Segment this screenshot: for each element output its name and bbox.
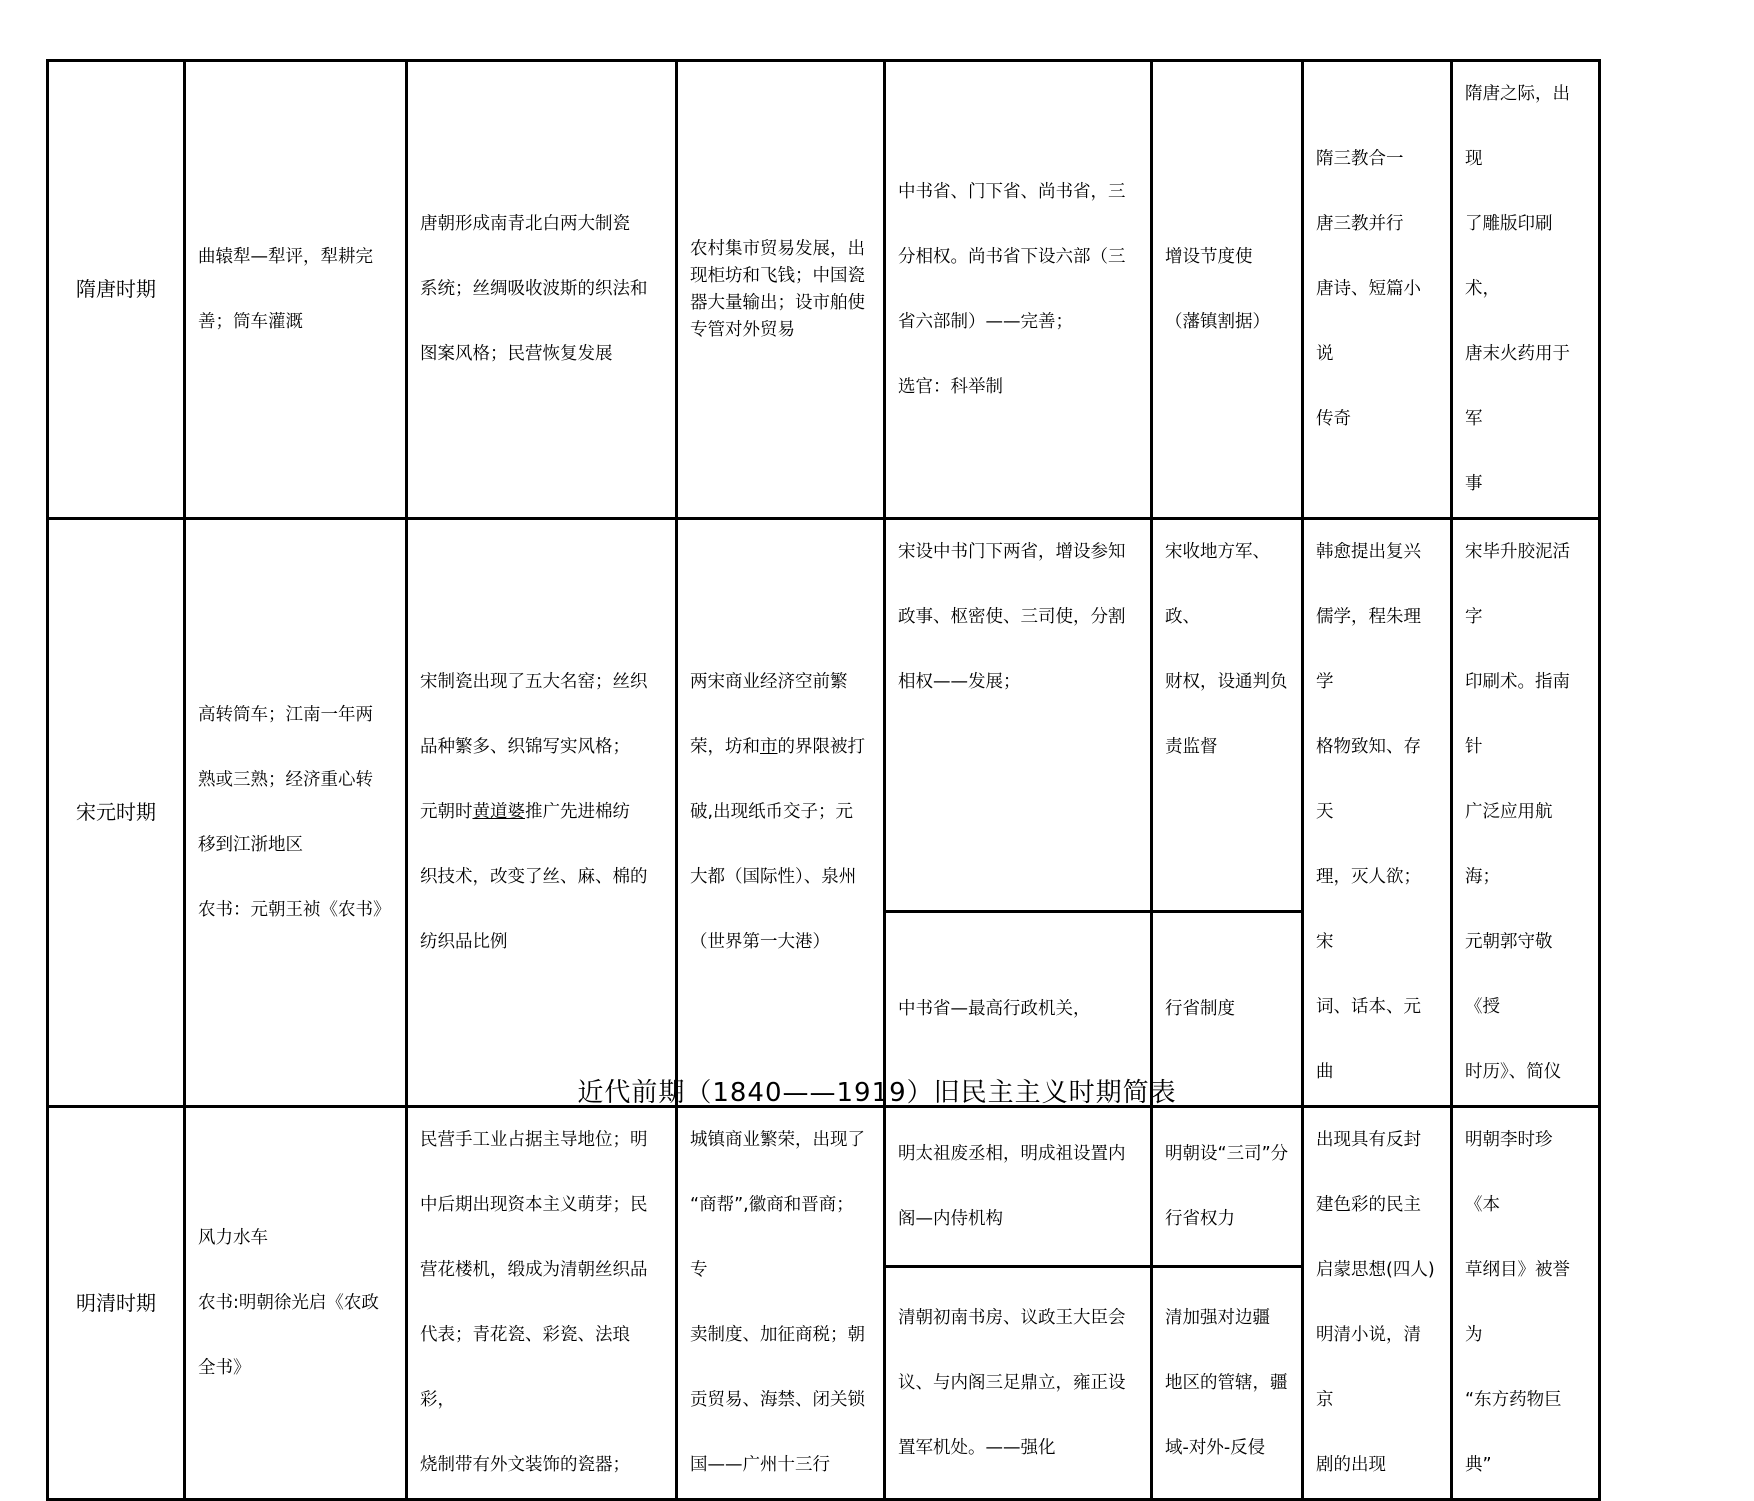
cell-line: 风力水车 — [198, 1227, 268, 1248]
cell-line: 清朝初南书房、议政王大臣会 — [898, 1307, 1126, 1328]
cell-line: 农书：元朝王祯《农书》 — [198, 899, 391, 920]
handicraft-cell — [407, 1107, 677, 1500]
cell-line: 宋毕升胶泥活字 — [1465, 542, 1570, 627]
huangdaopo-underlined: 黄道婆 — [472, 802, 525, 822]
politics-cell — [885, 1107, 1152, 1267]
cell-line: 民营手工业占据主导地位；明 — [420, 1130, 648, 1150]
cell-line: 了雕版印刷术， — [1465, 214, 1553, 299]
cell-line: 隋三教合一 — [1316, 149, 1404, 169]
cell-line: 清加强对边疆 — [1165, 1307, 1270, 1328]
cell-line: 善；筒车灌溉 — [198, 311, 303, 332]
cell-line: 宋制瓷出现了五大名窑；丝织 — [420, 672, 648, 692]
handicraft-cell — [407, 61, 677, 519]
cell-line: 阁—内侍机构 — [898, 1208, 1003, 1229]
local-admin-cell — [1152, 1107, 1303, 1267]
cell-line: 剧的出现 — [1316, 1455, 1386, 1475]
cell-line: 品种繁多、织锦写实风格； — [420, 737, 630, 757]
science-cell — [1452, 61, 1600, 519]
cell-line: 隋唐之际，出现 — [1465, 84, 1570, 169]
cell-line: 印刷术。指南针 — [1465, 672, 1570, 757]
commerce-cell — [677, 519, 885, 1107]
cell-line: 地区的管辖，疆 — [1165, 1372, 1288, 1393]
politics-cell — [885, 1267, 1152, 1500]
local-admin-cell — [1152, 519, 1303, 912]
cell-line: 宋收地方军、政、 — [1165, 542, 1270, 627]
cell-line: 明清小说，清京 — [1316, 1325, 1421, 1410]
cell-line: 出现具有反封 — [1316, 1130, 1421, 1150]
cell-line: 大都（国际性）、泉州 — [690, 867, 857, 887]
cell-line: 宋设中书门下两省，增设参知 — [898, 542, 1126, 562]
section-caption: 近代前期（1840——1919）旧民主主义时期简表 — [577, 1078, 1177, 1108]
cell-line: 时历》、简仪 — [1465, 1062, 1562, 1082]
agriculture-cell — [185, 61, 407, 519]
cell-line: 纺织品比例 — [420, 932, 508, 952]
local-admin-cell — [1152, 1267, 1303, 1500]
cell-line: 城镇商业繁荣，出现了 — [690, 1130, 865, 1150]
cell-line: 责监督 — [1165, 737, 1218, 757]
period-cell: 明清时期 — [48, 1107, 185, 1500]
cell-line: 中后期出现资本主义萌芽；民 — [420, 1195, 648, 1215]
period-cell: 隋唐时期 — [48, 61, 185, 519]
cell-line: 移到江浙地区 — [198, 834, 303, 855]
cell-line: 曲辕犁—犁评，犁耕完 — [198, 246, 373, 267]
cell-line: 熟或三熟；经济重心转 — [198, 769, 373, 790]
cell-line: 启蒙思想(四人) — [1316, 1260, 1435, 1280]
cell-line: 图案风格；民营恢复发展 — [420, 344, 613, 364]
cell-line: 建色彩的民主 — [1316, 1195, 1421, 1215]
cell-line: 高转筒车；江南一年两 — [198, 704, 373, 725]
cell-line: 系统；丝绸吸收波斯的织法和 — [420, 279, 648, 299]
table-row — [48, 519, 1600, 912]
agriculture-cell — [185, 519, 407, 1107]
cell-line: 荣，坊和市的界限被打 — [690, 737, 865, 757]
cell-line: 唐诗、短篇小说 — [1316, 279, 1421, 364]
cell-line: 儒学，程朱理学 — [1316, 607, 1421, 692]
cell-line: 代表；青花瓷、彩瓷、法琅彩， — [420, 1325, 630, 1410]
politics-cell — [885, 519, 1152, 912]
cell-line: 营花楼机，缎成为清朝丝织品 — [420, 1260, 648, 1280]
cell-line: 农书:明朝徐光启《农政 — [198, 1292, 379, 1313]
local-admin-cell: 行省制度 — [1152, 912, 1303, 1107]
cell-line: 唐末火药用于军 — [1465, 344, 1570, 429]
politics-cell — [885, 61, 1152, 519]
cell-line: 明太祖废丞相，明成祖设置内 — [898, 1143, 1126, 1164]
politics-cell: 中书省—最高行政机关， — [885, 912, 1152, 1107]
cell-line: 韩愈提出复兴 — [1316, 542, 1421, 562]
thought-cell — [1303, 519, 1452, 1107]
period-cell: 宋元时期 — [48, 519, 185, 1107]
cell-line: 分相权。尚书省下设六部（三 — [898, 246, 1126, 267]
cell-line: 贡贸易、海禁、闭关锁 — [690, 1390, 865, 1410]
thought-cell — [1303, 61, 1452, 519]
science-cell — [1452, 1107, 1600, 1500]
cell-line: “商帮”,徽商和晋商；专 — [690, 1195, 854, 1280]
cell-line: 格物致知、存天 — [1316, 737, 1421, 822]
cell-line: 传奇 — [1316, 409, 1351, 429]
cell-line: 行省权力 — [1165, 1208, 1235, 1229]
cell-line: 财权，设通判负 — [1165, 672, 1288, 692]
cell-line: 置军机处。——强化 — [898, 1437, 1056, 1458]
cell-line: 织技术，改变了丝、麻、棉的 — [420, 867, 648, 887]
cell-line: 理，灭人欲；宋 — [1316, 867, 1421, 952]
cell-line: 议、与内阁三足鼎立，雍正设 — [898, 1372, 1126, 1393]
cell-line: 域-对外-反侵 — [1165, 1437, 1266, 1458]
cell-line: 两宋商业经济空前繁 — [690, 672, 848, 692]
commerce-cell — [677, 1107, 885, 1500]
cell-line: 政事、枢密使、三司使，分割 — [898, 607, 1126, 627]
table-row — [48, 61, 1600, 519]
cell-line: 烧制带有外文装饰的瓷器； — [420, 1455, 630, 1475]
cell-line: 明朝李时珍《本 — [1465, 1130, 1553, 1215]
cell-line: 选官：科举制 — [898, 376, 1003, 397]
cell-line: 全书》 — [198, 1357, 251, 1378]
cell-line: 中书省、门下省、尚书省，三 — [898, 181, 1126, 202]
cell-line: 国——广州十三行 — [690, 1455, 830, 1475]
commerce-cell: 农村集市贸易发展，出现柜坊和飞钱；中国瓷器大量输出；设市舶使专管对外贸易 — [677, 61, 885, 519]
cell-line: 省六部制）——完善； — [898, 311, 1073, 332]
cell-line: 词、话本、元曲 — [1316, 997, 1421, 1082]
handicraft-cell — [407, 519, 677, 1107]
cell-line: （世界第一大港） — [690, 932, 830, 952]
cell-line: 明朝设“三司”分 — [1165, 1143, 1289, 1164]
cell-line: 破,出现纸币交子；元 — [690, 802, 854, 822]
cell-line: 事 — [1465, 474, 1483, 494]
thought-cell — [1303, 1107, 1452, 1500]
cell-line: 卖制度、加征商税；朝 — [690, 1325, 865, 1345]
history-summary-table — [46, 59, 1601, 1501]
cell-line: 草纲目》被誉为 — [1465, 1260, 1570, 1345]
cell-line: 唐朝形成南青北白两大制瓷 — [420, 214, 630, 234]
cell-line: 增设节度使 — [1165, 246, 1253, 267]
local-admin-cell — [1152, 61, 1303, 519]
cell-line: （藩镇割据） — [1165, 311, 1270, 332]
science-cell — [1452, 519, 1600, 1107]
cell-line: 广泛应用航海； — [1465, 802, 1553, 887]
shi-underlined: 市 — [760, 737, 778, 757]
cell-line: 唐三教并行 — [1316, 214, 1404, 234]
cell-line: 相权——发展； — [898, 672, 1021, 692]
cell-line: 元朝时黄道婆推广先进棉纺 — [420, 802, 630, 822]
table-row — [48, 1107, 1600, 1267]
cell-line: 元朝郭守敬《授 — [1465, 932, 1553, 1017]
agriculture-cell — [185, 1107, 407, 1500]
cell-line: “东方药物巨典” — [1465, 1390, 1562, 1475]
